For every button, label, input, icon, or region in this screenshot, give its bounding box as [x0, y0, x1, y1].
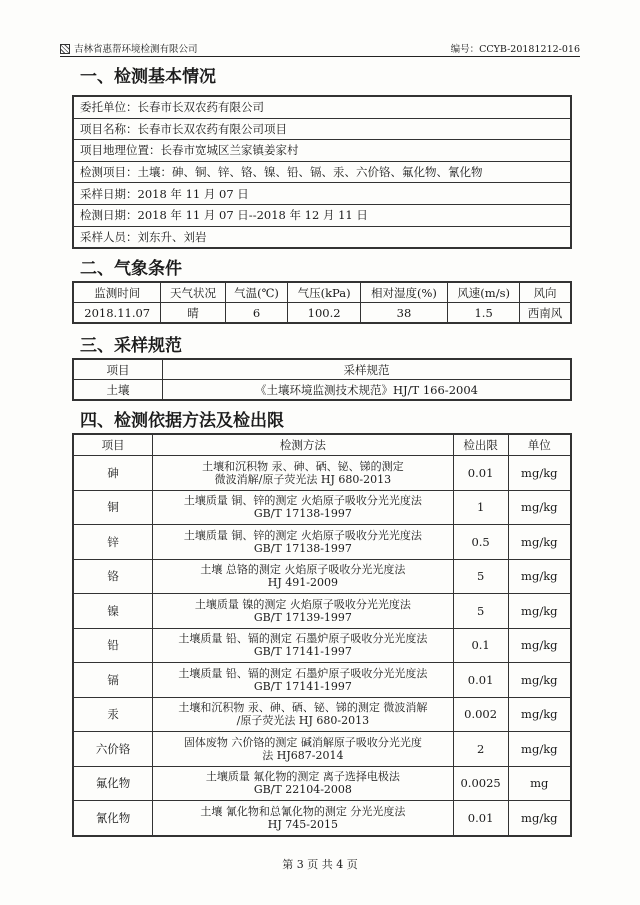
spec-header-row: [73, 359, 571, 380]
method-row: [73, 490, 571, 525]
method-row: [73, 732, 571, 767]
basic-info-table: [72, 95, 572, 249]
weather-value-cell: 6: [225, 303, 288, 324]
method-unit: mg/kg: [508, 559, 571, 594]
org-name: [60, 41, 198, 55]
method-description: [153, 628, 453, 663]
method-line-1: 土壤质量 镍的测定 火焰原子吸收分光光度法: [194, 597, 411, 611]
info-row: [73, 96, 571, 118]
method-line-1: 土壤质量 铜、锌的测定 火焰原子吸收分光光度法: [183, 528, 422, 542]
weather-value-cell: 晴: [161, 303, 225, 324]
info-cell: 采样人员：刘东升、刘岩: [73, 226, 571, 248]
weather-header-row: [73, 282, 571, 303]
info-cell: 项目地理位置：长春市宽城区兰家镇姜家村: [73, 140, 571, 162]
method-line-1: 土壤和沉积物 汞、砷、硒、铋、锑的测定: [202, 459, 404, 473]
method-limit: 5: [453, 559, 508, 594]
section4-title: 四、检测依据方法及检出限: [80, 411, 284, 431]
method-limit: 5: [453, 594, 508, 629]
method-limit: 0.0025: [453, 766, 508, 801]
page-footer: 第 3 页 共 4 页: [282, 858, 358, 871]
method-line-1: 土壤 氰化物和总氰化物的测定 分光光度法: [200, 804, 406, 818]
info-cell: 检测项目：土壤：砷、铜、锌、铬、镍、铅、镉、汞、六价铬、氟化物、氰化物: [73, 161, 571, 183]
method-item: 氟化物: [73, 766, 153, 801]
method-line-2: GB/T 17141-1997: [253, 679, 352, 693]
weather-header-cell: 气压(kPa): [288, 282, 360, 303]
info-row: [73, 204, 571, 226]
method-line-2: /原子荧光法 HJ 680-2013: [236, 714, 370, 728]
methods-table: [72, 433, 572, 837]
methods-header-cell: 检测方法: [153, 434, 453, 456]
method-description: [153, 801, 453, 836]
method-row: [73, 594, 571, 629]
method-unit: mg/kg: [508, 663, 571, 698]
method-line-1: 固体废物 六价铬的测定 碱消解原子吸收分光光度: [183, 735, 422, 749]
method-row: [73, 456, 571, 491]
method-row: [73, 559, 571, 594]
method-unit: mg/kg: [508, 628, 571, 663]
weather-value-cell: 西南风: [520, 303, 571, 324]
info-cell: 检测日期：2018 年 11 月 07 日--2018 年 12 月 11 日: [73, 204, 571, 226]
method-limit: 2: [453, 732, 508, 767]
weather-header-cell: 监测时间: [73, 282, 161, 303]
weather-value-cell: 2018.11.07: [73, 303, 161, 324]
method-description: [153, 559, 453, 594]
method-line-2: GB/T 17138-1997: [253, 507, 352, 521]
org-name-text: 吉林省惠帮环境检测有限公司: [74, 44, 198, 55]
method-item: 氰化物: [73, 801, 153, 836]
info-row: [73, 183, 571, 205]
method-row: [73, 697, 571, 732]
method-limit: 1: [453, 490, 508, 525]
method-row: [73, 766, 571, 801]
weather-header-cell: 天气状况: [161, 282, 225, 303]
method-description: [153, 490, 453, 525]
method-item: 铜: [73, 490, 153, 525]
company-logo-icon: [60, 44, 70, 54]
method-line-2: 微波消解/原子荧光法 HJ 680-2013: [214, 472, 392, 486]
weather-header-cell: 相对湿度(%): [360, 282, 447, 303]
methods-header-cell: 检出限: [453, 434, 508, 456]
method-line-2: 法 HJ687-2014: [262, 748, 344, 762]
method-unit: mg/kg: [508, 801, 571, 836]
method-line-2: HJ 491-2009: [267, 576, 338, 590]
doc-no-label: 编号：: [450, 44, 480, 55]
info-row: [73, 161, 571, 183]
info-cell: 委托单位：长春市长双农药有限公司: [73, 96, 571, 118]
method-description: [153, 594, 453, 629]
method-row: [73, 525, 571, 560]
method-description: [153, 766, 453, 801]
method-unit: mg/kg: [508, 456, 571, 491]
weather-table: [72, 281, 572, 324]
section2-title: 二、气象条件: [80, 259, 182, 279]
methods-header-cell: 项目: [73, 434, 153, 456]
weather-value-cell: 38: [360, 303, 447, 324]
method-item: 铬: [73, 559, 153, 594]
method-limit: 0.01: [453, 801, 508, 836]
spec-cell: 土壤: [73, 380, 163, 401]
method-unit: mg/kg: [508, 525, 571, 560]
method-line-2: GB/T 22104-2008: [253, 783, 352, 797]
method-line-2: GB/T 17138-1997: [253, 541, 352, 555]
weather-value-cell: 100.2: [288, 303, 360, 324]
weather-header-cell: 气温(℃): [225, 282, 288, 303]
method-item: 六价铬: [73, 732, 153, 767]
method-line-2: GB/T 17139-1997: [253, 610, 352, 624]
method-limit: 0.1: [453, 628, 508, 663]
info-row: [73, 118, 571, 140]
method-line-1: 土壤质量 铅、镉的测定 石墨炉原子吸收分光光度法: [178, 666, 428, 680]
spec-header-cell: 采样规范: [163, 359, 572, 380]
seal-stamp-fragment: [620, 392, 640, 522]
page-header: [60, 38, 580, 57]
method-limit: 0.01: [453, 456, 508, 491]
method-unit: mg: [508, 766, 571, 801]
method-line-1: 土壤质量 铜、锌的测定 火焰原子吸收分光光度法: [183, 494, 422, 508]
weather-header-cell: 风向: [520, 282, 571, 303]
method-description: [153, 697, 453, 732]
info-cell: 采样日期：2018 年 11 月 07 日: [73, 183, 571, 205]
method-item: 汞: [73, 697, 153, 732]
methods-header-row: [73, 434, 571, 456]
spec-header-cell: 项目: [73, 359, 163, 380]
document-number: [451, 41, 580, 55]
method-description: [153, 663, 453, 698]
method-line-1: 土壤 总铬的测定 火焰原子吸收分光光度法: [200, 563, 406, 577]
section3-title: 三、采样规范: [80, 336, 182, 356]
method-line-1: 土壤质量 氟化物的测定 离子选择电极法: [205, 770, 400, 784]
method-row: [73, 663, 571, 698]
method-unit: mg/kg: [508, 594, 571, 629]
method-description: [153, 732, 453, 767]
method-row: [73, 628, 571, 663]
spec-cell: 《土壤环境监测技术规范》HJ/T 166-2004: [163, 380, 572, 401]
spec-row: [73, 380, 571, 401]
weather-value-row: [73, 303, 571, 324]
method-item: 镍: [73, 594, 153, 629]
method-row: [73, 801, 571, 836]
sampling-spec-table: [72, 358, 572, 401]
method-item: 铅: [73, 628, 153, 663]
method-description: [153, 456, 453, 491]
weather-value-cell: 1.5: [448, 303, 520, 324]
doc-no-value: CCYB-20181212-016: [479, 44, 580, 55]
method-item: 砷: [73, 456, 153, 491]
method-limit: 0.01: [453, 663, 508, 698]
methods-header-cell: 单位: [508, 434, 571, 456]
method-item: 镉: [73, 663, 153, 698]
method-limit: 0.002: [453, 697, 508, 732]
method-line-1: 土壤质量 铅、镉的测定 石墨炉原子吸收分光光度法: [178, 632, 428, 646]
method-item: 锌: [73, 525, 153, 560]
method-description: [153, 525, 453, 560]
info-row: [73, 140, 571, 162]
method-unit: mg/kg: [508, 490, 571, 525]
info-row: [73, 226, 571, 248]
method-line-1: 土壤和沉积物 汞、砷、硒、铋、锑的测定 微波消解: [178, 701, 428, 715]
method-line-2: HJ 745-2015: [267, 817, 338, 831]
info-cell: 项目名称：长春市长双农药有限公司项目: [73, 118, 571, 140]
weather-header-cell: 风速(m/s): [448, 282, 520, 303]
method-limit: 0.5: [453, 525, 508, 560]
method-line-2: GB/T 17141-1997: [253, 645, 352, 659]
method-unit: mg/kg: [508, 732, 571, 767]
method-unit: mg/kg: [508, 697, 571, 732]
section1-title: 一、检测基本情况: [80, 67, 216, 87]
